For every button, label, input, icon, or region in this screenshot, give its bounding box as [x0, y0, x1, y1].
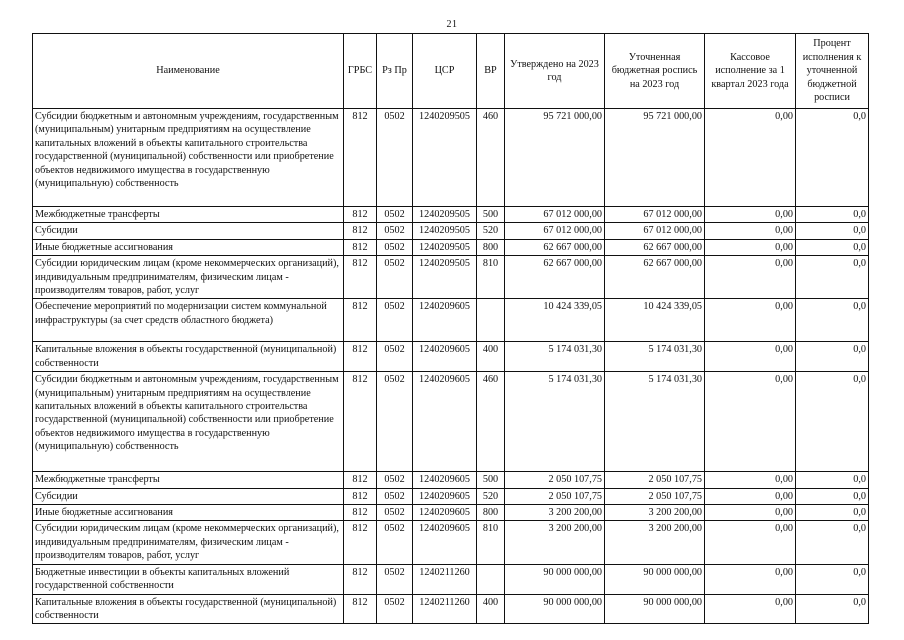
- row-percent: 0,0: [796, 472, 869, 488]
- row-grbs: 812: [344, 256, 377, 299]
- row-grbs: 812: [344, 372, 377, 472]
- row-approved: 90 000 000,00: [505, 564, 605, 594]
- row-grbs: 812: [344, 505, 377, 521]
- row-vr: 800: [477, 239, 505, 255]
- col-header-percent: Процент исполнения к уточненной бюджетной росписи: [796, 34, 869, 109]
- table-row: [33, 472, 869, 488]
- row-name: Межбюджетные трансферты: [33, 207, 344, 223]
- row-vr: 400: [477, 594, 505, 624]
- row-name: Капитальные вложения в объекты государственной (муниципальной) собственности: [33, 342, 344, 372]
- row-approved: 67 012 000,00: [505, 207, 605, 223]
- row-vr: 500: [477, 472, 505, 488]
- row-vr: 800: [477, 505, 505, 521]
- row-grbs: 812: [344, 109, 377, 207]
- row-csr: 1240209605: [413, 488, 477, 504]
- row-cash: 0,00: [705, 299, 796, 342]
- row-vr: [477, 299, 505, 342]
- col-header-rzpr: Рз Пр: [377, 34, 413, 109]
- row-refined: 2 050 107,75: [605, 488, 705, 504]
- row-name: Иные бюджетные ассигнования: [33, 505, 344, 521]
- row-percent: 0,0: [796, 342, 869, 372]
- row-rzpr: 0502: [377, 299, 413, 342]
- row-percent: 0,0: [796, 521, 869, 564]
- row-cash: 0,00: [705, 472, 796, 488]
- table-row: [33, 109, 869, 207]
- col-header-csr: ЦСР: [413, 34, 477, 109]
- table-row: [33, 207, 869, 223]
- row-name: Субсидии: [33, 223, 344, 239]
- row-rzpr: 0502: [377, 207, 413, 223]
- row-refined: 5 174 031,30: [605, 342, 705, 372]
- row-rzpr: 0502: [377, 521, 413, 564]
- row-percent: 0,0: [796, 594, 869, 624]
- table-row: [33, 521, 869, 564]
- budget-execution-table: [32, 33, 869, 624]
- row-grbs: 812: [344, 521, 377, 564]
- table-row: [33, 223, 869, 239]
- row-rzpr: 0502: [377, 488, 413, 504]
- row-cash: 0,00: [705, 505, 796, 521]
- row-approved: 5 174 031,30: [505, 342, 605, 372]
- row-cash: 0,00: [705, 372, 796, 472]
- row-refined: 3 200 200,00: [605, 521, 705, 564]
- row-grbs: 812: [344, 207, 377, 223]
- row-refined: 5 174 031,30: [605, 372, 705, 472]
- row-rzpr: 0502: [377, 239, 413, 255]
- col-header-vr: ВР: [477, 34, 505, 109]
- header-row: [33, 34, 869, 109]
- row-name: Обеспечение мероприятий по модернизации систем коммунальной инфраструктуры (за счет средств областного бюджета): [33, 299, 344, 342]
- row-csr: 1240209505: [413, 207, 477, 223]
- row-refined: 3 200 200,00: [605, 505, 705, 521]
- row-approved: 5 174 031,30: [505, 372, 605, 472]
- row-approved: 62 667 000,00: [505, 239, 605, 255]
- row-percent: 0,0: [796, 505, 869, 521]
- row-rzpr: 0502: [377, 109, 413, 207]
- table-row: [33, 299, 869, 342]
- row-vr: 520: [477, 223, 505, 239]
- row-percent: 0,0: [796, 488, 869, 504]
- row-name: Субсидии: [33, 488, 344, 504]
- row-vr: [477, 564, 505, 594]
- row-csr: 1240209605: [413, 505, 477, 521]
- row-rzpr: 0502: [377, 594, 413, 624]
- row-approved: 62 667 000,00: [505, 256, 605, 299]
- row-percent: 0,0: [796, 207, 869, 223]
- row-cash: 0,00: [705, 256, 796, 299]
- row-cash: 0,00: [705, 207, 796, 223]
- row-percent: 0,0: [796, 223, 869, 239]
- row-csr: 1240211260: [413, 564, 477, 594]
- row-approved: 67 012 000,00: [505, 223, 605, 239]
- row-refined: 90 000 000,00: [605, 564, 705, 594]
- col-header-name: Наименование: [33, 34, 344, 109]
- row-name: Капитальные вложения в объекты государственной (муниципальной) собственности: [33, 594, 344, 624]
- row-percent: 0,0: [796, 239, 869, 255]
- row-rzpr: 0502: [377, 342, 413, 372]
- row-percent: 0,0: [796, 299, 869, 342]
- row-refined: 2 050 107,75: [605, 472, 705, 488]
- row-name: Межбюджетные трансферты: [33, 472, 344, 488]
- row-grbs: 812: [344, 223, 377, 239]
- row-approved: 3 200 200,00: [505, 521, 605, 564]
- col-header-grbs: ГРБС: [344, 34, 377, 109]
- row-csr: 1240211260: [413, 594, 477, 624]
- row-refined: 62 667 000,00: [605, 256, 705, 299]
- row-percent: 0,0: [796, 109, 869, 207]
- row-name: Бюджетные инвестиции в объекты капитальных вложений государственной собственности: [33, 564, 344, 594]
- row-approved: 2 050 107,75: [505, 472, 605, 488]
- col-header-approved: Утверждено на 2023 год: [505, 34, 605, 109]
- row-rzpr: 0502: [377, 223, 413, 239]
- row-refined: 67 012 000,00: [605, 223, 705, 239]
- table-row: [33, 488, 869, 504]
- row-grbs: 812: [344, 564, 377, 594]
- table-row: [33, 256, 869, 299]
- row-vr: 400: [477, 342, 505, 372]
- row-name: Субсидии бюджетным и автономным учреждениям, государственным (муниципальным) унитарным предприятиям на осуществление капитальных вложений в объекты капитального строительства государственной (муниципальной) собственности или приобретение объектов недвижимого имущества в государственную (муниципальную) собственность: [33, 372, 344, 472]
- row-cash: 0,00: [705, 594, 796, 624]
- row-cash: 0,00: [705, 488, 796, 504]
- page-number: 21: [446, 19, 458, 30]
- row-grbs: 812: [344, 299, 377, 342]
- row-approved: 95 721 000,00: [505, 109, 605, 207]
- row-vr: 460: [477, 109, 505, 207]
- table-row: [33, 594, 869, 624]
- row-csr: 1240209605: [413, 521, 477, 564]
- row-grbs: 812: [344, 472, 377, 488]
- col-header-refined: Уточненная бюджетная роспись на 2023 год: [605, 34, 705, 109]
- row-refined: 67 012 000,00: [605, 207, 705, 223]
- row-vr: 810: [477, 256, 505, 299]
- row-csr: 1240209505: [413, 223, 477, 239]
- row-grbs: 812: [344, 239, 377, 255]
- row-vr: 520: [477, 488, 505, 504]
- row-csr: 1240209505: [413, 109, 477, 207]
- row-percent: 0,0: [796, 564, 869, 594]
- table-row: [33, 372, 869, 472]
- row-percent: 0,0: [796, 372, 869, 472]
- row-csr: 1240209505: [413, 239, 477, 255]
- row-csr: 1240209505: [413, 256, 477, 299]
- row-grbs: 812: [344, 488, 377, 504]
- row-approved: 90 000 000,00: [505, 594, 605, 624]
- row-csr: 1240209605: [413, 299, 477, 342]
- table-row: [33, 505, 869, 521]
- table-row: [33, 564, 869, 594]
- row-refined: 10 424 339,05: [605, 299, 705, 342]
- row-grbs: 812: [344, 342, 377, 372]
- row-csr: 1240209605: [413, 372, 477, 472]
- row-vr: 460: [477, 372, 505, 472]
- row-grbs: 812: [344, 594, 377, 624]
- row-rzpr: 0502: [377, 256, 413, 299]
- row-cash: 0,00: [705, 109, 796, 207]
- row-refined: 90 000 000,00: [605, 594, 705, 624]
- row-name: Субсидии бюджетным и автономным учреждениям, государственным (муниципальным) унитарным предприятиям на осуществление капитальных вложений в объекты капитального строительства государственной (муниципальной) собственности или приобретение объектов недвижимого имущества в государственную (муниципальную) собственность: [33, 109, 344, 207]
- row-vr: 500: [477, 207, 505, 223]
- row-vr: 810: [477, 521, 505, 564]
- row-cash: 0,00: [705, 564, 796, 594]
- row-rzpr: 0502: [377, 472, 413, 488]
- row-rzpr: 0502: [377, 505, 413, 521]
- row-refined: 95 721 000,00: [605, 109, 705, 207]
- row-cash: 0,00: [705, 521, 796, 564]
- row-name: Иные бюджетные ассигнования: [33, 239, 344, 255]
- row-name: Субсидии юридическим лицам (кроме некоммерческих организаций), индивидуальным предпринимателям, физическим лицам - производителям товаров, работ, услуг: [33, 521, 344, 564]
- row-approved: 3 200 200,00: [505, 505, 605, 521]
- row-approved: 2 050 107,75: [505, 488, 605, 504]
- row-percent: 0,0: [796, 256, 869, 299]
- row-refined: 62 667 000,00: [605, 239, 705, 255]
- row-rzpr: 0502: [377, 564, 413, 594]
- table-row: [33, 342, 869, 372]
- row-cash: 0,00: [705, 223, 796, 239]
- row-rzpr: 0502: [377, 372, 413, 472]
- row-name: Субсидии юридическим лицам (кроме некоммерческих организаций), индивидуальным предпринимателям, физическим лицам - производителям товаров, работ, услуг: [33, 256, 344, 299]
- table-row: [33, 239, 869, 255]
- row-cash: 0,00: [705, 239, 796, 255]
- row-csr: 1240209605: [413, 342, 477, 372]
- row-csr: 1240209605: [413, 472, 477, 488]
- row-cash: 0,00: [705, 342, 796, 372]
- col-header-cash: Кассовое исполнение за 1 квартал 2023 года: [705, 34, 796, 109]
- row-approved: 10 424 339,05: [505, 299, 605, 342]
